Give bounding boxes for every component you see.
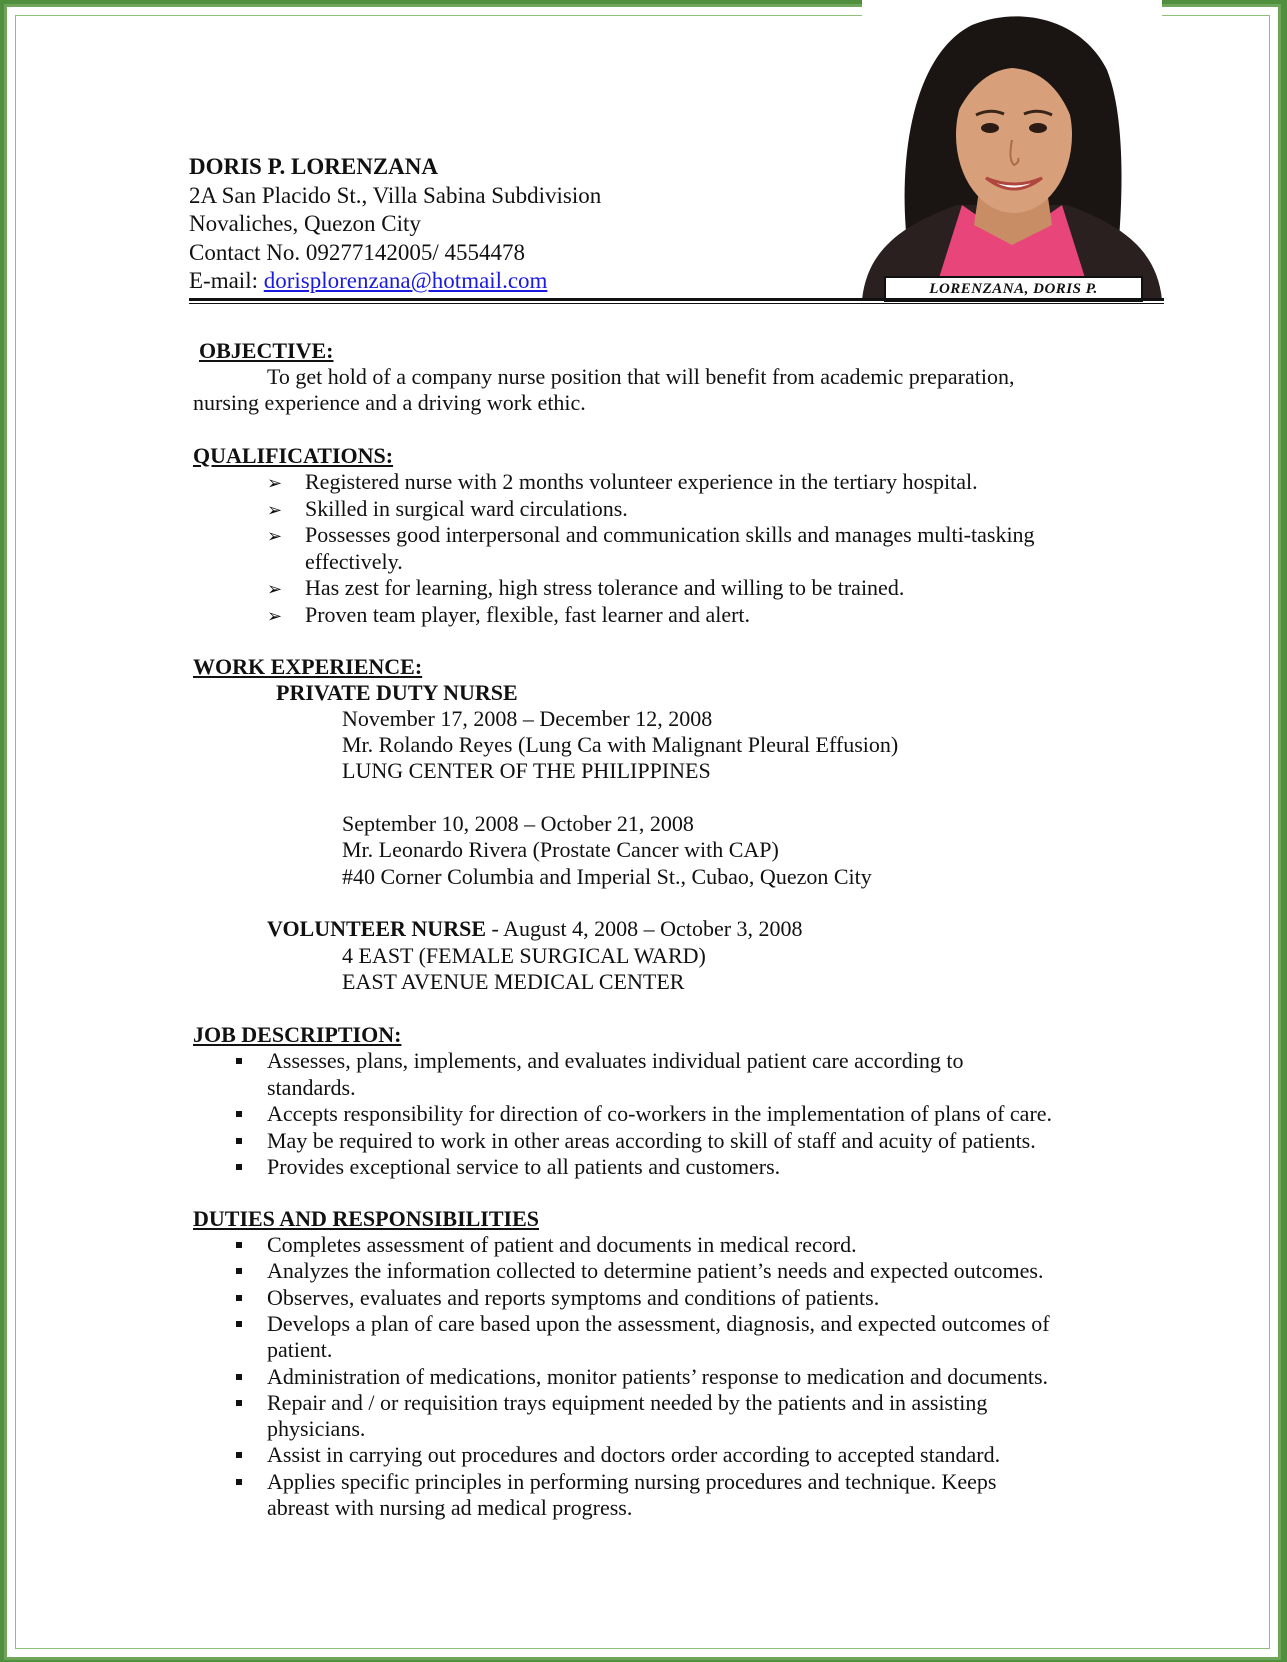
arrow-bullet-icon: ➢ [267,473,283,494]
contact-number: Contact No. 09277142005/ 4554478 [189,239,526,265]
email-line [189,267,601,296]
objective-line-1: To get hold of a company nurse position that will benefit from academic preparation, [267,364,1015,389]
list-item-text: Observes, evaluates and reports symptoms and conditions of patients. [267,1284,880,1310]
email-link[interactable]: dorisplorenzana@hotmail.com [263,268,548,293]
volunteer-title: VOLUNTEER NURSE [267,916,486,941]
list-item-text: Proven team player, flexible, fast learner and alert. [305,601,751,627]
list-item-text: Administration of medications, monitor patients’ response to medication and documents. [267,1363,1049,1389]
objective-line-2: nursing experience and a driving work ethic. [193,390,586,415]
header-divider [189,298,1164,301]
list-item-text: Accepts responsibility for direction of co-workers in the implementation of plans of care. [267,1101,1053,1126]
list-item-text: standards. [267,1074,356,1100]
list-item-text: Provides exceptional service to all patients and customers. [267,1154,781,1179]
list-item-text: Assesses, plans, implements, and evaluates individual patient care according to [267,1048,964,1073]
photo-caption: LORENZANA, DORIS P. [884,276,1143,302]
list-item-text: Registered nurse with 2 months volunteer experience in the tertiary hospital. [305,469,978,494]
arrow-bullet-icon: ➢ [267,499,283,521]
job1-patient: Mr. Rolando Reyes (Lung Ca with Malignant Pleural Effusion) [342,732,899,757]
objective-heading: OBJECTIVE: [199,338,334,363]
list-item-text: Analyzes the information collected to determine patient’s needs and expected outcomes. [267,1258,1044,1284]
applicant-name: DORIS P. LORENZANA [189,154,439,179]
volunteer-dates: - August 4, 2008 – October 3, 2008 [486,916,803,941]
qualifications-heading: QUALIFICATIONS: [193,443,394,468]
square-bullet-icon [236,1138,242,1144]
list-item-text: Possesses good interpersonal and communication skills and manages multi-tasking [305,522,1035,547]
square-bullet-icon [236,1321,242,1327]
address-line-1: 2A San Placido St., Villa Sabina Subdivision [189,182,602,208]
arrow-bullet-icon: ➢ [267,605,283,627]
job2-dates: September 10, 2008 – October 21, 2008 [342,811,694,836]
list-item-text: physicians. [267,1416,366,1442]
square-bullet-icon [236,1268,242,1274]
list-item-text: May be required to work in other areas according to skill of staff and acuity of patients. [267,1127,1036,1153]
job-description-heading: JOB DESCRIPTION: [193,1022,402,1047]
job2-place: #40 Corner Columbia and Imperial St., Cubao, Quezon City [342,864,872,889]
profile-photo [862,0,1162,300]
square-bullet-icon [236,1164,242,1170]
address-line-2: Novaliches, Quezon City [189,211,421,236]
square-bullet-icon [236,1058,242,1064]
work-experience-heading: WORK EXPERIENCE: [193,654,423,679]
volunteer-hospital: EAST AVENUE MEDICAL CENTER [342,969,685,994]
list-item-text: Assist in carrying out procedures and doctors order according to accepted standard. [267,1442,1001,1468]
list-item-text: Has zest for learning, high stress tolerance and willing to be trained. [305,575,905,600]
list-item-text: Applies specific principles in performing nursing procedures and technique. Keeps [267,1468,997,1494]
list-item-text: effectively. [305,548,403,574]
list-item-text: abreast with nursing ad medical progress. [267,1495,633,1520]
job2-patient: Mr. Leonardo Rivera (Prostate Cancer with CAP) [342,837,779,862]
private-duty-title: PRIVATE DUTY NURSE [276,680,518,705]
duties-heading: DUTIES AND RESPONSIBILITIES [193,1206,540,1231]
contact-header [189,153,601,296]
square-bullet-icon [236,1400,242,1406]
square-bullet-icon [236,1111,242,1117]
job1-place: LUNG CENTER OF THE PHILIPPINES [342,758,711,783]
job1-dates: November 17, 2008 – December 12, 2008 [342,706,713,731]
square-bullet-icon [236,1452,242,1458]
header-divider-thin [189,303,1164,304]
arrow-bullet-icon: ➢ [267,526,283,547]
list-item-text: Skilled in surgical ward circulations. [305,495,628,521]
volunteer-line [267,916,803,943]
square-bullet-icon [236,1242,242,1248]
list-item-text: Repair and / or requisition trays equipment needed by the patients and in assisting [267,1389,988,1415]
list-item-text: Completes assessment of patient and documents in medical record. [267,1232,857,1257]
square-bullet-icon [236,1374,242,1380]
list-item-text: Develops a plan of care based upon the assessment, diagnosis, and expected outcomes of [267,1310,1050,1336]
list-item-text: patient. [267,1337,333,1363]
square-bullet-icon [236,1295,242,1301]
email-label: E-mail: [189,268,264,293]
square-bullet-icon [236,1479,242,1485]
volunteer-ward: 4 EAST (FEMALE SURGICAL WARD) [342,943,706,968]
arrow-bullet-icon: ➢ [267,579,283,600]
